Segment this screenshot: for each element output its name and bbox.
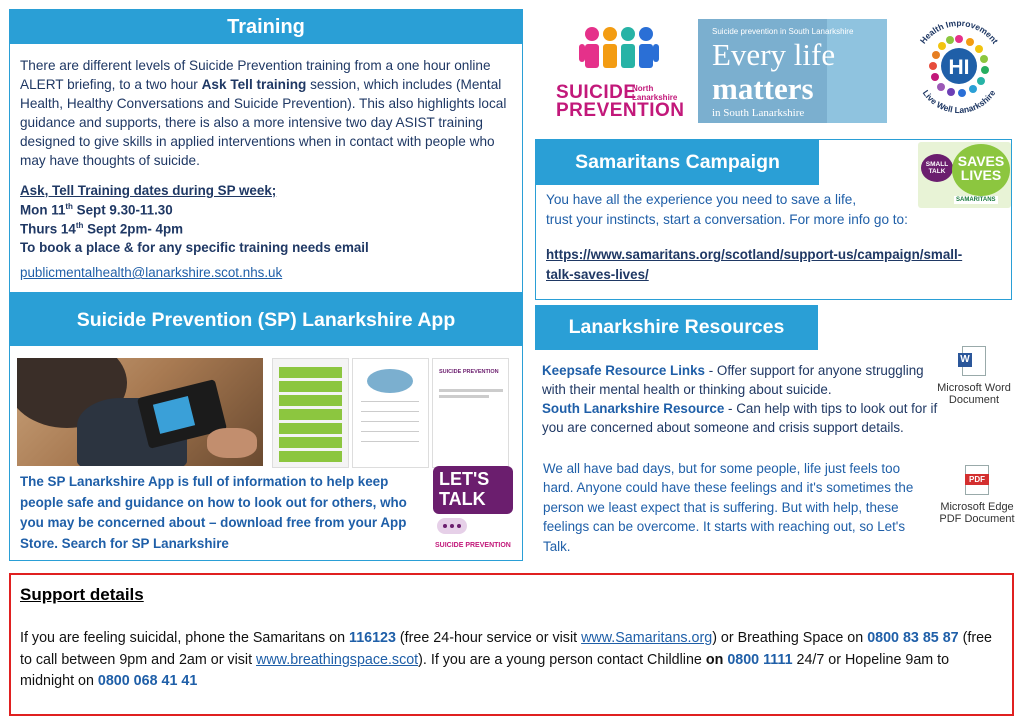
photo-tablet-screen (153, 396, 195, 434)
hi-logo-bottom-text: Live Well Lanarkshire (920, 87, 998, 116)
resources-bad-days-text: We all have bad days, but for some people, life just feels too hard. Anyone could have these feelings and it's sometimes the person we least expect that is suffering. But with help, these feelings can be overcome. It starts with reaching out, so Let's Talk. (543, 461, 914, 554)
lets-talk-line1: LET'S (439, 469, 490, 489)
training-intro: There are different levels of Suicide Prevention training from a one hour online ALERT briefing, to a two hour Ask Tell training session, which includes (Mental Health, Healthy Conversations and Suicide Prevention). This also highlights local guidance and supports, there is also a more intensive two day ASIST training designed to give skills in applied interventions when in contact with people who may have thoughts of suicide. (20, 58, 507, 168)
support-details-text: If you are feeling suicidal, phone the Samaritans on 116123 (free 24-hour service or visit www.Samaritans.org) or Breathing Space on 0800 83 85 87 (free to call between 9pm and 2am or visit www.breathingspace.scot). If you are a young person contact Childline on 0800 1111 24/7 or Hopeline 9am to midnight on 0800 068 41 41 (20, 630, 992, 689)
person-figure-4 (639, 27, 659, 68)
keepsafe-text: - Offer support for anyone struggling with their mental health or thinking about suicide. (542, 363, 924, 397)
app-screenshot-detail (352, 358, 429, 468)
pdf-document-attachment[interactable] (932, 465, 1022, 535)
training-panel (9, 9, 523, 293)
lets-talk-line2: TALK (439, 489, 486, 509)
ask-tell-training-term: Ask Tell training (201, 77, 307, 92)
samaritans-title: Samaritans Campaign (575, 151, 780, 173)
breathing-space-link[interactable]: www.breathingspace.scot (256, 651, 419, 668)
south-lanarkshire-title: South Lanarkshire Resource (542, 401, 725, 416)
support-details-panel (9, 573, 1014, 716)
app-description: The SP Lanarkshire App is full of information to help keep people safe and guidance on how to look out for others, who you may be concerned about – download free from your App Store. Search for SP Lanarkshire (20, 474, 407, 551)
tablet-photo (17, 358, 263, 466)
badge-saves: SAVES (957, 153, 1005, 169)
app-screenshot-menu-list (279, 367, 342, 465)
small-talk-saves-lives-badge (918, 142, 1011, 208)
samaritans-line-1: You have all the experience you need to save a life, (546, 192, 857, 207)
lets-talk-dots-bubble (437, 518, 467, 534)
training-date-1: Mon 11th Sept 9.30-11.30 (20, 202, 173, 218)
health-improvement-logo (904, 8, 1014, 126)
samaritans-campaign-link[interactable]: https://www.samaritans.org/scotland/support-us/campaign/small- talk-saves-lives/ (546, 247, 963, 282)
samaritans-website-link[interactable]: www.Samaritans.org (581, 630, 713, 646)
app-screenshot-speech-icon (367, 369, 413, 393)
samaritans-line-2: trust your instincts, start a conversation. For more info go to: (546, 212, 908, 227)
app-header (10, 294, 522, 346)
pdf-doc-label-1: Microsoft Edge (940, 501, 1014, 513)
elm-logo-every: Every life (712, 37, 836, 72)
resources-title: Lanarkshire Resources (568, 316, 785, 338)
app-title: Suicide Prevention (SP) Lanarkshire App (76, 308, 456, 331)
south-lanarkshire-text: - Can help with tips to look out for if you are concerned about someone and crisis support details. (542, 401, 938, 435)
samaritans-phone[interactable]: 116123 (349, 630, 396, 646)
badge-small-talk: SMALL TALK (925, 161, 949, 175)
word-doc-label-2: Document (948, 394, 1000, 406)
sp-logo-sub: North Lanarkshire (632, 84, 678, 102)
training-header (10, 10, 522, 44)
sp-logo-line1: SUICIDE (556, 82, 637, 103)
hopeline-phone[interactable]: 0800 068 41 41 (97, 673, 198, 689)
support-details-title: Support details (20, 585, 144, 604)
person-figure-2 (603, 27, 617, 68)
training-booking: To book a place & for any specific training needs email (20, 240, 369, 255)
app-screenshot-home-title: SUICIDE PREVENTION (439, 369, 499, 375)
word-document-icon (962, 346, 986, 376)
saves-lives-bubble (952, 144, 1010, 196)
word-document-attachment[interactable] (930, 346, 1018, 416)
small-talk-bubble (921, 154, 953, 182)
elm-logo-top: Suicide prevention in South Lanarkshire (712, 27, 854, 36)
pdf-icon-badge: PDF (965, 474, 989, 485)
elm-logo-matters: matters (712, 71, 814, 106)
health-improvement-emblem (904, 8, 1014, 126)
childline-phone[interactable]: 0800 1111 (727, 651, 793, 668)
training-email-link[interactable]: publicmentalhealth@lanarkshire.scot.nhs.uk (20, 265, 283, 280)
lets-talk-sp-text: SUICIDE PREVENTION (435, 542, 511, 549)
hi-logo-letters: HI (948, 56, 970, 79)
badge-lives: LIVES (960, 167, 1002, 183)
pdf-doc-label-2: PDF Document (939, 513, 1015, 525)
person-figure-1 (579, 27, 599, 68)
hi-logo-top-text: Health Improvement (917, 17, 1001, 46)
training-date-2: Thurs 14th Sept 2pm- 4pm (20, 221, 184, 237)
photo-hand (207, 428, 257, 458)
word-doc-label-1: Microsoft Word (937, 382, 1011, 394)
people-group-icon (552, 22, 682, 82)
app-panel (9, 293, 523, 561)
elm-logo-bottom: in South Lanarkshire (712, 107, 805, 119)
training-title: Training (227, 15, 305, 38)
resources-header (535, 305, 818, 350)
pdf-document-icon (965, 465, 989, 495)
app-screenshot-menu (272, 358, 349, 468)
lets-talk-bubble (433, 466, 513, 514)
suicide-prevention-logo (552, 22, 685, 122)
training-dates-heading: Ask, Tell Training dates during SP week; (20, 183, 277, 198)
every-life-matters-logo (698, 19, 887, 123)
resources-links (542, 361, 942, 437)
person-figure-3 (621, 27, 635, 68)
lets-talk-logo (433, 466, 513, 559)
word-icon-badge: W (958, 353, 972, 367)
samaritans-header (536, 140, 819, 185)
keepsafe-title: Keepsafe Resource Links (542, 363, 705, 378)
app-screenshot-home (432, 358, 509, 468)
badge-samaritans-brand: SAMARITANS (956, 197, 996, 203)
sp-logo-line2: PREVENTION (556, 100, 685, 121)
breathing-space-phone[interactable]: 0800 83 85 87 (867, 630, 959, 646)
